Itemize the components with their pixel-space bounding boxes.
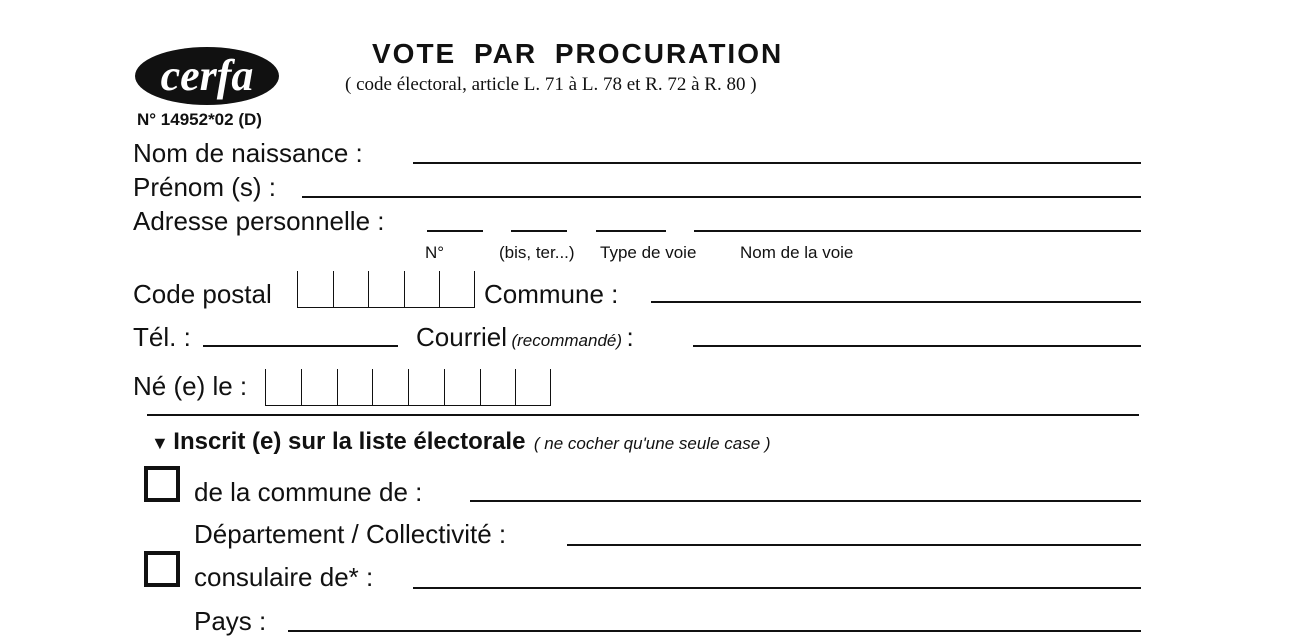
- digit-box[interactable]: [298, 271, 333, 307]
- commune-label: Commune :: [484, 279, 619, 309]
- adresse-nom-voie-field[interactable]: [694, 230, 1141, 232]
- adresse-label: Adresse personnelle :: [133, 206, 385, 236]
- code-postal-label: Code postal: [133, 279, 272, 309]
- adresse-type-voie-field[interactable]: [596, 230, 666, 232]
- tel-label: Tél. :: [133, 322, 191, 352]
- digit-box[interactable]: [515, 369, 550, 405]
- pays-field[interactable]: [288, 630, 1141, 632]
- courriel-colon: :: [626, 322, 634, 352]
- digit-box[interactable]: [408, 369, 444, 405]
- form-number: N° 14952*02 (D): [137, 110, 262, 129]
- consulaire-checkbox[interactable]: [144, 551, 180, 587]
- courriel-hint: (recommandé): [511, 331, 623, 350]
- courriel-field[interactable]: [693, 345, 1141, 347]
- departement-field[interactable]: [567, 544, 1141, 546]
- adresse-bis-field[interactable]: [511, 230, 567, 232]
- adresse-type-voie-sublabel: Type de voie: [600, 243, 697, 262]
- inscription-hint: ( ne cocher qu'une seule case ): [533, 434, 771, 453]
- ne-le-boxes[interactable]: [265, 369, 551, 406]
- nom-naissance-label: Nom de naissance :: [133, 138, 363, 168]
- commune-option-field[interactable]: [470, 500, 1141, 502]
- digit-box[interactable]: [333, 271, 369, 307]
- consulaire-option-label: consulaire de* :: [194, 562, 374, 592]
- digit-box[interactable]: [337, 369, 373, 405]
- ne-le-label: Né (e) le :: [133, 371, 248, 401]
- digit-box[interactable]: [439, 271, 474, 307]
- pays-label: Pays :: [194, 606, 267, 636]
- code-postal-boxes[interactable]: [297, 271, 475, 308]
- commune-field[interactable]: [651, 301, 1141, 303]
- consulaire-option-field[interactable]: [413, 587, 1141, 589]
- cerfa-logo: [134, 46, 280, 106]
- courriel-label-group: [416, 324, 634, 350]
- inscription-header: [151, 428, 771, 456]
- commune-option-label: de la commune de :: [194, 477, 423, 507]
- form-title: VOTE PAR PROCURATION: [372, 38, 784, 69]
- digit-box[interactable]: [368, 271, 404, 307]
- digit-box[interactable]: [266, 369, 301, 405]
- tel-field[interactable]: [203, 345, 398, 347]
- triangle-down-icon: ▼: [151, 433, 169, 453]
- adresse-bis-sublabel: (bis, ter...): [499, 243, 575, 262]
- digit-box[interactable]: [444, 369, 480, 405]
- inscription-title: Inscrit (e) sur la liste électorale: [173, 428, 526, 455]
- prenom-label: Prénom (s) :: [133, 172, 277, 202]
- digit-box[interactable]: [404, 271, 440, 307]
- digit-box[interactable]: [372, 369, 408, 405]
- form-subtitle: ( code électoral, article L. 71 à L. 78 et R. 72 à R. 80 ): [345, 74, 757, 95]
- nom-naissance-field[interactable]: [413, 162, 1141, 164]
- logo-text: cerfa: [160, 51, 254, 100]
- adresse-numero-field[interactable]: [427, 230, 483, 232]
- prenom-field[interactable]: [302, 196, 1141, 198]
- adresse-nom-voie-sublabel: Nom de la voie: [740, 243, 854, 262]
- departement-label: Département / Collectivité :: [194, 519, 507, 549]
- courriel-label: Courriel: [416, 322, 508, 352]
- adresse-numero-sublabel: N°: [425, 243, 445, 262]
- digit-box[interactable]: [301, 369, 337, 405]
- digit-box[interactable]: [480, 369, 516, 405]
- commune-checkbox[interactable]: [144, 466, 180, 502]
- section-divider: [147, 414, 1139, 416]
